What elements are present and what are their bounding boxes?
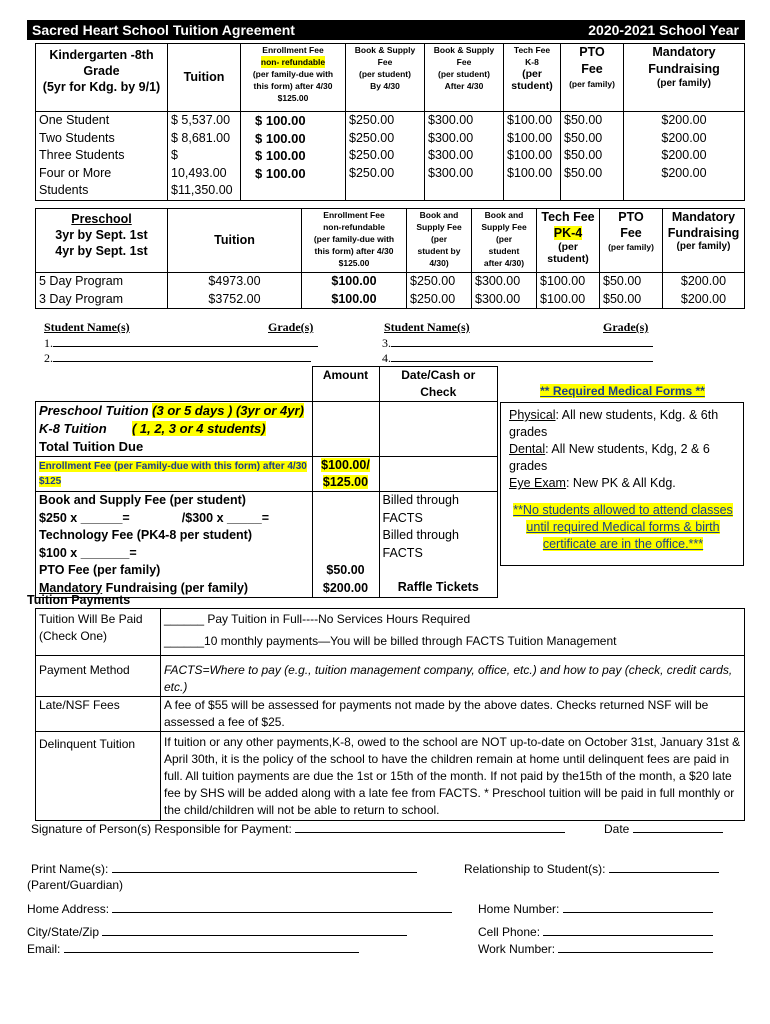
student-line-3[interactable]: 3. [382, 334, 653, 351]
signature-row: Signature of Person(s) Responsible for Payment: [31, 820, 565, 837]
pre-tuition-header: Tuition [168, 209, 302, 273]
school-year: 2020-2021 School Year [588, 22, 739, 38]
pay-monthly-option[interactable]: ______10 monthly payments—You will be billed through FACTS Tuition Management [164, 634, 617, 648]
k8-tuition-header: Tuition [168, 44, 241, 112]
header-bar [27, 20, 745, 40]
pay-full-option[interactable]: ______ Pay Tuition in Full----No Services Hours Required [164, 612, 471, 626]
pre-book-header: Book and Supply Fee (per student by 4/30) [407, 209, 472, 273]
cell-row: Cell Phone: [478, 923, 713, 940]
amount-header: Amount [312, 367, 379, 402]
email-line[interactable] [64, 940, 359, 953]
enroll-date-cell[interactable] [379, 457, 498, 492]
k8-grade-header: Kindergarten -8th Grade (5yr for Kdg. by 9/1) [36, 44, 168, 112]
pto-fee-line: PTO Fee (per family) [39, 563, 161, 577]
student-name-label: Student Name(s) [44, 320, 130, 334]
page-title: Sacred Heart School Tuition Agreement [32, 22, 295, 38]
date-line[interactable] [633, 820, 723, 833]
payments-heading: Tuition Payments [27, 593, 131, 607]
delinquent-text: If tuition or any other payments,K-8, owed to the school are NOT up-to-date on October 31st, January 31st & April 30th, it is the policy of the school to have the children remain at home until delinquent fees are paid in full. All tuition payments are due the 1st or 15th of the month. If not paid by the15th of the month, a $20 late fee by SHS will be added along with a late fee from FACTS. * Preschool tuition will be paid in full monthly or the child/children will not be able to return to school. [161, 732, 745, 821]
address-line[interactable] [112, 900, 452, 913]
enroll-amount: $100.00/ $125.00 [321, 458, 370, 489]
payments-table [35, 608, 745, 821]
late-label: Late/NSF Fees [36, 697, 161, 732]
student-line-2[interactable]: 2. [44, 349, 311, 366]
late-text: A fee of $55 will be assessed for payments not made by the above dates. Checks returned NSF will be assessed a fee of $25. [161, 697, 745, 732]
pre-enroll-header: Enrollment Fee non-refundable (per family-due with this form) after 4/30 $125.00 [302, 209, 407, 273]
k8-book-after-header: Book & Supply Fee (per student) After 4/30 [425, 44, 504, 112]
k8-rows: One Student Two Students Three Students Four or More Students $ 5,537.00 $ 8,681.00 $ 10,493.00 $11,350.00 $ 100.00 $ 100.00 $ 100.00 $ 100.00 $250.00 $250.00 $250.00 $250.00 $300.00 $300.00 $300.00 $300.00 $100.00 $100.00 $100.00 $100.00 $50.00 $50.00 $50.00 $50.00 $200.00 $200.00 $200.00 $200.00 [36, 112, 745, 201]
city-row: City/State/Zip [27, 923, 407, 940]
print-name-row: Print Name(s): [31, 860, 417, 877]
student-line-4[interactable]: 4. [382, 349, 653, 366]
tech-fee-line: Technology Fee (PK4-8 per student) [39, 528, 252, 542]
tuition-date-cell[interactable] [379, 402, 498, 457]
city-line[interactable] [102, 923, 407, 936]
enroll-fee-line: Enrollment Fee (per Family-due with this form) after 4/30 $125 [39, 461, 307, 487]
email-row: Email: [27, 940, 359, 957]
dental-requirement: Dental: All New students, Kdg, 2 & 6 grades [509, 442, 710, 473]
k8-row-label: One Student [39, 113, 110, 127]
address-row: Home Address: [27, 900, 452, 917]
home-number-row: Home Number: [478, 900, 713, 917]
tech-fee-calc: $100 x _______= [39, 545, 137, 560]
fee-summary-table [35, 366, 498, 598]
student-name-label-2: Student Name(s) [384, 320, 470, 334]
pto-amount: $50.00 [326, 563, 365, 577]
k8-fee-table [35, 43, 745, 201]
date-row: Date [604, 820, 723, 837]
delinquent-label: Delinquent Tuition [36, 732, 161, 821]
pre-label-header: Preschool 3yr by Sept. 1st 4yr by Sept. 1st [36, 209, 168, 273]
eye-requirement: Eye Exam: New PK & All Kdg. [509, 476, 676, 490]
total-tuition-line: Total Tuition Due [39, 439, 144, 454]
book-fee-calc: $250 x ______= /$300 x _____= [39, 510, 270, 525]
work-row: Work Number: [478, 940, 713, 957]
paid-label: Tuition Will Be Paid (Check One) [36, 609, 161, 656]
home-number-line[interactable] [563, 900, 713, 913]
pre-pto-header: PTO Fee (per family) [600, 209, 663, 273]
print-name-line[interactable] [112, 860, 417, 873]
k8-tech-header: Tech Fee K-8 (per student) [504, 44, 561, 112]
grade-label-2: Grade(s) [603, 320, 649, 334]
date-header: Date/Cash or Check [379, 367, 498, 402]
method-text: FACTS=Where to pay (e.g., tuition management company, office, etc.) and how to pay (check, credit cards, etc.) [161, 656, 745, 697]
cell-line[interactable] [543, 923, 713, 936]
tuition-amount-cell[interactable] [312, 402, 379, 457]
physical-requirement: Physical: All new students, Kdg. & 6th grades [509, 408, 719, 439]
parent-guardian-label: (Parent/Guardian) [27, 878, 124, 892]
relationship-row: Relationship to Student(s): [464, 860, 719, 877]
medical-title-wrap [500, 384, 745, 398]
medical-box [500, 402, 744, 566]
pre-book-after-header: Book and Supply Fee (per student after 4/30) [472, 209, 537, 273]
medical-warning: **No students allowed to attend classes until required Medical forms & birth certificate are in the office.*** [513, 503, 733, 551]
raffle-note: Raffle Tickets [397, 580, 479, 594]
method-label: Payment Method [36, 656, 161, 697]
relationship-line[interactable] [609, 860, 719, 873]
pre-tech-header: Tech Fee PK-4 (per student) [537, 209, 600, 273]
fund-label-a: Mandatory [39, 580, 103, 595]
k8-enroll-header: Enrollment Fee non- refundable (per family-due with this form) after 4/30 $125.00 [241, 44, 346, 112]
tech-billed-note: Billed through FACTS [382, 528, 459, 560]
student-line-1[interactable]: 1. [44, 334, 318, 351]
fund-amount: $200.00 [322, 580, 369, 595]
book-fee-line: Book and Supply Fee (per student) [39, 493, 246, 507]
k8-pto-header: PTO Fee (per family) [561, 44, 624, 112]
signature-line[interactable] [295, 820, 565, 833]
work-line[interactable] [558, 940, 713, 953]
medical-title: ** Required Medical Forms ** [540, 384, 705, 398]
pre-rows: 5 Day Program 3 Day Program $4973.00 $3752.00 $100.00 $100.00 $250.00 $250.00 $300.00 $300.00 $100.00 $100.00 $50.00 $50.00 $200.00 $200.00 [36, 273, 745, 309]
k8-tuition-line: K-8 Tuition ( 1, 2, 3 or 4 students) [39, 421, 266, 436]
grade-label: Grade(s) [268, 320, 314, 334]
book-billed-note: Billed through FACTS [382, 493, 459, 525]
pre-fund-header: Mandatory Fundraising (per family) [663, 209, 745, 273]
preschool-fee-table [35, 208, 745, 309]
fund-label-b: Fundraising (per family) [102, 580, 249, 595]
k8-fund-header: Mandatory Fundraising (per family) [624, 44, 745, 112]
k8-book-header: Book & Supply Fee (per student) By 4/30 [346, 44, 425, 112]
pre-tuition-line: Preschool Tuition (3 or 5 days ) (3yr or 4yr) [39, 403, 304, 418]
